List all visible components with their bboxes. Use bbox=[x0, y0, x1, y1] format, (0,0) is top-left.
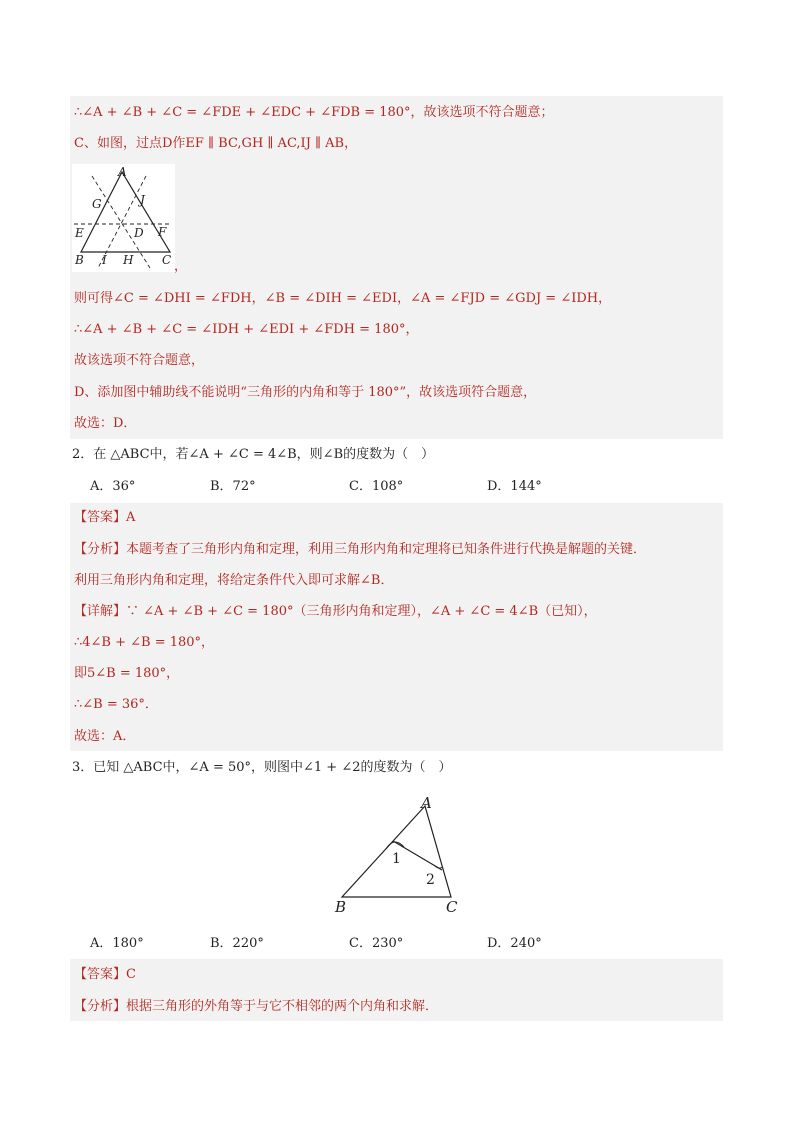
question-3-stem: 3．已知 △ABC中，∠A = 50°，则图中∠1 + ∠2的度数为（ ） bbox=[72, 760, 452, 775]
q3-option-c: C．230° bbox=[349, 936, 404, 951]
line-option-c-intro: C、如图，过点D作EF ∥ BC,GH ∥ AC,IJ ∥ AB， bbox=[74, 136, 358, 151]
line-choose-d: 故选：D． bbox=[74, 416, 137, 431]
q3-option-b: B．220° bbox=[210, 936, 264, 951]
label-E: E bbox=[75, 226, 84, 240]
q3-analysis-line bbox=[74, 998, 438, 1016]
q2-option-b: B．72° bbox=[210, 479, 256, 494]
q2-answer-line bbox=[74, 509, 135, 527]
label-C: C bbox=[162, 253, 172, 267]
figure-trailing-comma: ， bbox=[174, 259, 188, 274]
q3-option-d: D．240° bbox=[487, 936, 542, 951]
label-D: D bbox=[134, 226, 144, 240]
label-I: I bbox=[102, 253, 107, 267]
q2-option-a: A．36° bbox=[90, 479, 136, 494]
label-C: C bbox=[446, 898, 458, 916]
q3-answer-value: C bbox=[126, 967, 136, 982]
label-J: J bbox=[140, 193, 145, 207]
line-option-d: D、添加图中辅助线不能说明“三角形的内角和等于 180°”，故该选项符合题意， bbox=[74, 385, 537, 400]
q2-detail-line-4: ∴∠B = 36°． bbox=[74, 697, 158, 712]
q2-detail-text: ∵ ∠A + ∠B + ∠C = 180°（三角形内角和定理），∠A + ∠C = 4∠B（已知）， bbox=[126, 604, 597, 619]
line-conclusion-b: ∴∠A + ∠B + ∠C = ∠FDE + ∠EDC + ∠FDB = 180°，故该选项不符合题意； bbox=[74, 105, 554, 120]
q2-answer-value: A bbox=[126, 510, 136, 525]
label-G: G bbox=[92, 197, 102, 211]
q2-analysis-line bbox=[74, 541, 646, 559]
label-angle-2: 2 bbox=[426, 872, 435, 888]
q2-detail-line-3: 即5∠B = 180°， bbox=[74, 666, 180, 681]
q2-analysis-text: 本题考查了三角形内角和定理，利用三角形内角和定理将已知条件进行代换是解题的关键． bbox=[126, 542, 647, 557]
line-sum-equals-180: ∴∠A + ∠B + ∠C = ∠IDH + ∠EDI + ∠FDH = 180°， bbox=[74, 322, 419, 337]
q2-detail-tag: 【详解】 bbox=[74, 604, 127, 619]
triangle-angle-1-2-diagram bbox=[330, 790, 470, 918]
q2-detail-line-2: ∴4∠B + ∠B = 180°， bbox=[74, 635, 215, 650]
q3-analysis-text: 根据三角形的外角等于与它不相邻的两个内角和求解． bbox=[126, 999, 439, 1014]
q3-option-a: A．180° bbox=[90, 936, 144, 951]
label-H: H bbox=[123, 253, 134, 267]
question-2-stem: 2．在 △ABC中，若∠A + ∠C = 4∠B，则∠B的度数为（ ） bbox=[72, 447, 435, 462]
q2-analysis-line-2: 利用三角形内角和定理，将给定条件代入即可求解∠B． bbox=[74, 573, 394, 588]
q2-detail-line-5: 故选：A． bbox=[74, 729, 136, 744]
label-F: F bbox=[158, 225, 167, 239]
figure-parallel-lines bbox=[72, 164, 175, 272]
q3-analysis-tag: 【分析】 bbox=[74, 999, 127, 1014]
q2-option-d: D．144° bbox=[487, 479, 542, 494]
label-B: B bbox=[75, 253, 84, 267]
q3-answer-line bbox=[74, 966, 136, 984]
label-A: A bbox=[118, 165, 127, 179]
line-option-c-not-match: 故该选项不符合题意， bbox=[74, 353, 205, 368]
label-B: B bbox=[335, 898, 347, 916]
q2-detail-line bbox=[74, 603, 597, 621]
q3-answer-tag: 【答案】 bbox=[74, 967, 127, 982]
triangle-auxiliary-lines-diagram bbox=[72, 164, 175, 272]
q2-analysis-tag: 【分析】 bbox=[74, 542, 127, 557]
q2-answer-tag: 【答案】 bbox=[74, 510, 127, 525]
q2-option-c: C．108° bbox=[349, 479, 404, 494]
label-A: A bbox=[421, 794, 432, 812]
label-angle-1: 1 bbox=[392, 851, 401, 867]
figure-triangle-angles bbox=[330, 790, 470, 918]
line-angle-equalities: 则可得∠C = ∠DHI = ∠FDH，∠B = ∠DIH = ∠EDI，∠A = ∠FJD = ∠GDJ = ∠IDH， bbox=[74, 291, 612, 306]
